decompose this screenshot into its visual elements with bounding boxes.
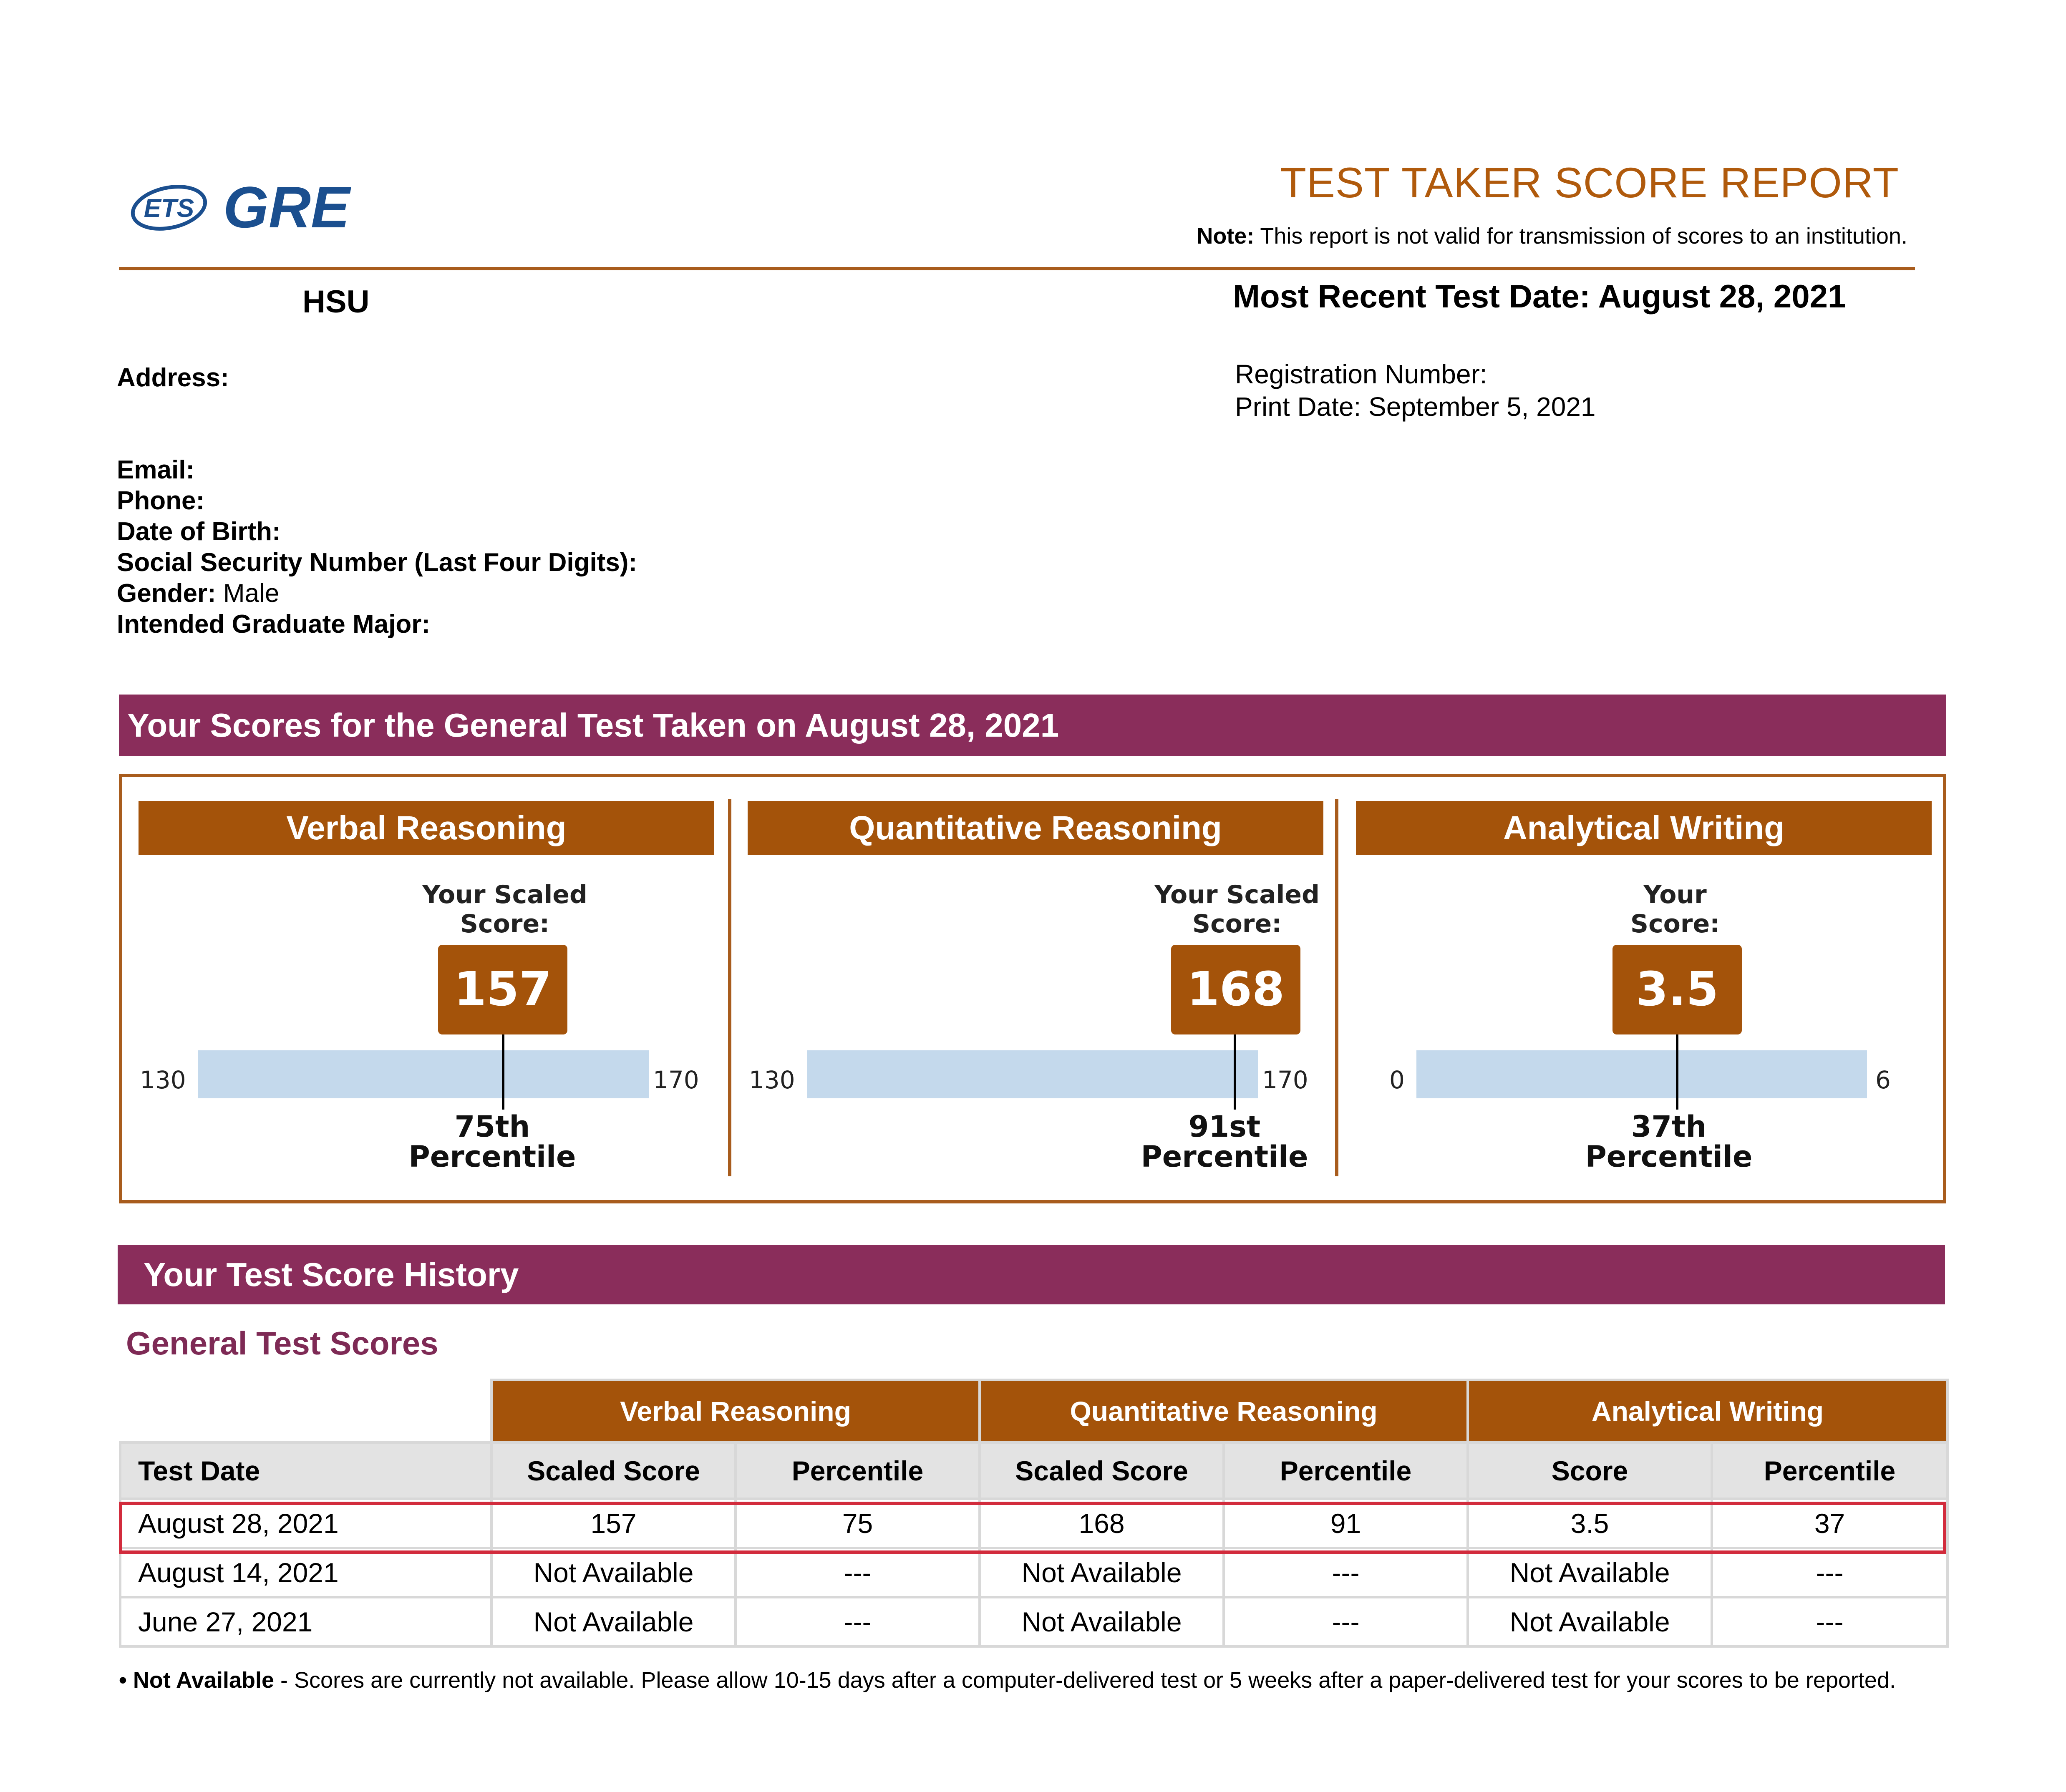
cell-verbal-percentile: ---	[736, 1548, 980, 1597]
most-recent-row-highlight	[119, 1502, 1946, 1554]
col-quant-scaled: Scaled Score	[980, 1442, 1224, 1499]
verbal-score-track	[198, 1050, 649, 1098]
address-label: Address:	[117, 363, 229, 392]
verbal-percentile-label: Percentile	[408, 1140, 576, 1174]
report-note	[1197, 223, 1907, 249]
group-writing: Analytical Writing	[1468, 1380, 1948, 1442]
footnote-term: Not Available	[133, 1668, 275, 1693]
cell-writing-score: Not Available	[1468, 1548, 1712, 1597]
cell-verbal-scaled: Not Available	[491, 1548, 736, 1597]
cell-writing-percentile: 37	[1712, 1499, 1948, 1548]
report-title: TEST TAKER SCORE REPORT	[1280, 159, 1899, 206]
verbal-section-header: Verbal Reasoning	[139, 801, 714, 855]
verbal-score-label-line2: Score:	[460, 909, 550, 939]
table-row	[120, 1597, 1948, 1646]
verbal-score-label-line1: Your Scaled	[422, 880, 587, 909]
registration-block	[1235, 358, 1596, 423]
print-date: Print Date: September 5, 2021	[1235, 392, 1596, 422]
writing-percentile-label: Percentile	[1585, 1140, 1753, 1174]
scores-section-title: Your Scores for the General Test Taken on August 28, 2021	[119, 695, 1946, 756]
table-group-blank	[120, 1380, 491, 1442]
quant-section-header: Quantitative Reasoning	[748, 801, 1323, 855]
verbal-score-badge: 157	[438, 945, 567, 1034]
cell-writing-percentile: ---	[1712, 1548, 1948, 1597]
verbal-score-marker	[502, 1034, 504, 1110]
cell-verbal-percentile: 75	[736, 1499, 980, 1548]
writing-min: 0	[1389, 1066, 1405, 1094]
cell-quant-scaled: Not Available	[980, 1597, 1224, 1646]
most-recent-test-date: Most Recent Test Date: August 28, 2021	[1233, 278, 1846, 315]
cell-quant-scaled: 168	[980, 1499, 1224, 1548]
ets-logo-icon	[129, 175, 363, 242]
cell-test-date: June 27, 2021	[120, 1597, 491, 1646]
col-test-date: Test Date	[120, 1442, 491, 1499]
note-text: This report is not valid for transmission of scores to an institution.	[1260, 224, 1907, 249]
cell-quant-percentile: 91	[1224, 1499, 1468, 1548]
writing-score-badge: 3.5	[1612, 945, 1742, 1034]
cell-quant-percentile: ---	[1224, 1597, 1468, 1646]
cell-quant-percentile: ---	[1224, 1548, 1468, 1597]
writing-score-track	[1416, 1050, 1867, 1098]
footnote-text: - Scores are currently not available. Please allow 10-15 days after a computer-delivered test or 5 weeks after a paper-delivered test for your scores to be reported.	[280, 1668, 1896, 1693]
note-label: Note:	[1197, 224, 1255, 249]
cell-writing-score: Not Available	[1468, 1597, 1712, 1646]
quant-min: 130	[749, 1066, 795, 1094]
writing-score-label	[1571, 880, 1779, 939]
cell-writing-percentile: ---	[1712, 1597, 1948, 1646]
ssn-label: Social Security Number (Last Four Digits):	[117, 548, 637, 577]
cell-verbal-scaled: Not Available	[491, 1597, 736, 1646]
candidate-fields	[117, 455, 637, 640]
writing-score-label-line1: Your	[1643, 880, 1707, 909]
writing-score-marker	[1676, 1034, 1678, 1110]
cell-verbal-percentile: ---	[736, 1597, 980, 1646]
writing-percentile-value: 37th	[1631, 1110, 1707, 1144]
footnote	[119, 1666, 1913, 1694]
phone-label: Phone:	[117, 486, 205, 515]
footnote-bullet: •	[119, 1668, 127, 1693]
gender-row	[117, 578, 637, 609]
verbal-min: 130	[140, 1066, 186, 1094]
writing-score-label-line2: Score:	[1630, 909, 1720, 939]
col-verbal-scaled: Scaled Score	[491, 1442, 736, 1499]
verbal-score-label	[401, 880, 609, 939]
cell-writing-score: 3.5	[1468, 1499, 1712, 1548]
svg-text:GRE: GRE	[223, 175, 350, 240]
quant-score-badge: 168	[1171, 945, 1300, 1034]
col-verbal-percentile: Percentile	[736, 1442, 980, 1499]
verbal-max: 170	[653, 1066, 699, 1094]
gender-label: Gender:	[117, 579, 216, 608]
quant-max: 170	[1262, 1066, 1308, 1094]
history-section-title: Your Test Score History	[118, 1245, 1945, 1304]
cell-test-date: August 28, 2021	[120, 1499, 491, 1548]
writing-section-header: Analytical Writing	[1356, 801, 1932, 855]
header-rule	[119, 267, 1915, 270]
history-subtitle: General Test Scores	[126, 1325, 438, 1362]
quant-score-label	[1133, 880, 1341, 939]
quant-score-track	[807, 1050, 1258, 1098]
quant-percentile-label: Percentile	[1141, 1140, 1308, 1174]
dob-label: Date of Birth:	[117, 517, 281, 546]
quant-score-label-line2: Score:	[1192, 909, 1282, 939]
svg-text:ETS: ETS	[144, 194, 194, 223]
verbal-percentile	[367, 1112, 617, 1172]
table-group-row	[120, 1380, 1948, 1442]
email-label: Email:	[117, 456, 195, 484]
col-writing-score: Score	[1468, 1442, 1712, 1499]
candidate-name: HSU	[302, 284, 370, 320]
col-quant-percentile: Percentile	[1224, 1442, 1468, 1499]
writing-percentile	[1544, 1112, 1794, 1172]
verbal-percentile-value: 75th	[454, 1110, 530, 1144]
quant-score-marker	[1234, 1034, 1236, 1110]
table-header-row	[120, 1442, 1948, 1499]
section-divider	[728, 799, 731, 1176]
quant-score-label-line1: Your Scaled	[1154, 880, 1320, 909]
quant-percentile	[1099, 1112, 1350, 1172]
writing-max: 6	[1875, 1066, 1891, 1094]
group-quant: Quantitative Reasoning	[980, 1380, 1468, 1442]
cell-test-date: August 14, 2021	[120, 1548, 491, 1597]
major-label: Intended Graduate Major:	[117, 610, 430, 639]
col-writing-percentile: Percentile	[1712, 1442, 1948, 1499]
ets-gre-logo	[129, 175, 363, 242]
table-row	[120, 1548, 1948, 1597]
group-verbal: Verbal Reasoning	[491, 1380, 980, 1442]
cell-quant-scaled: Not Available	[980, 1548, 1224, 1597]
registration-number: Registration Number:	[1235, 359, 1487, 389]
quant-percentile-value: 91st	[1188, 1110, 1261, 1144]
gender-value: Male	[223, 579, 280, 608]
cell-verbal-scaled: 157	[491, 1499, 736, 1548]
